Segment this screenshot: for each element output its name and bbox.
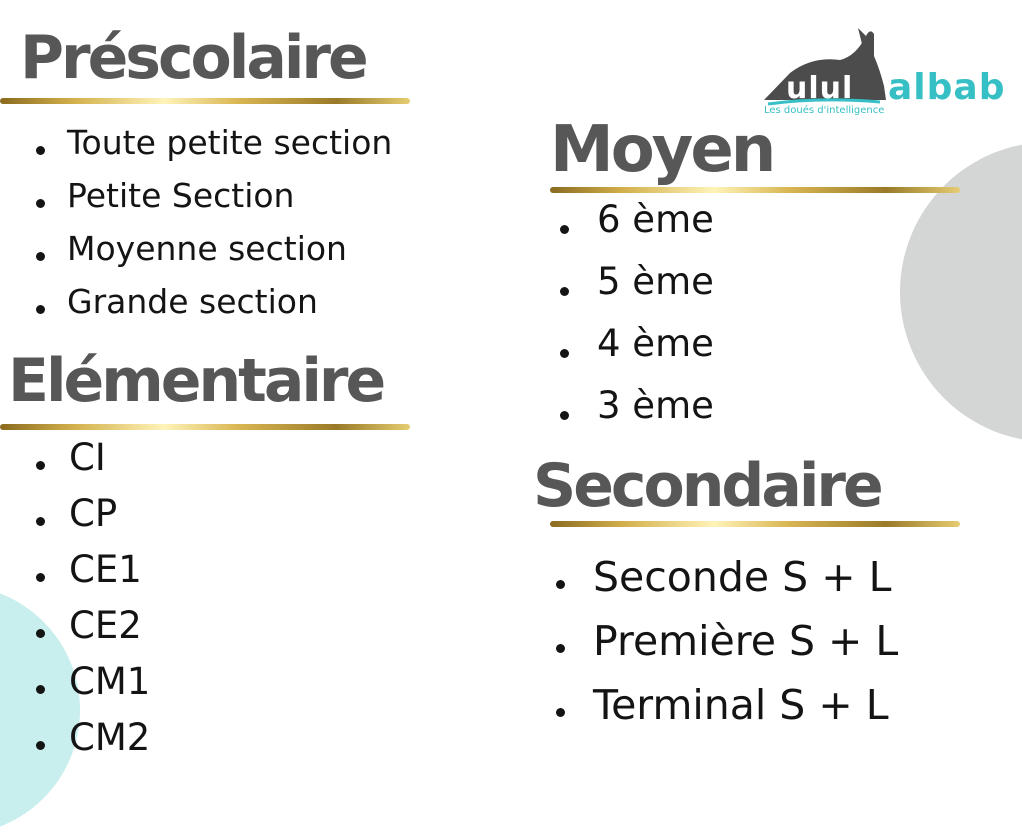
logo-mark-text: ulul xyxy=(786,71,854,106)
prescolaire-list xyxy=(36,123,392,335)
list-item: 3 ème xyxy=(560,384,714,446)
list-item: 5 ème xyxy=(560,260,714,322)
prescolaire-heading: Préscolaire xyxy=(20,23,366,93)
secondaire-list xyxy=(556,552,898,744)
list-item: CE2 xyxy=(36,605,150,661)
logo-tagline: Les doués d'intelligence xyxy=(764,105,885,116)
secondaire-gold-divider xyxy=(550,521,960,527)
list-item: Seconde S + L xyxy=(556,552,898,616)
list-item: Première S + L xyxy=(556,616,898,680)
moyen-heading: Moyen xyxy=(550,113,774,187)
list-item: Terminal S + L xyxy=(556,680,898,744)
list-item: CM1 xyxy=(36,661,150,717)
list-item: CP xyxy=(36,493,150,549)
list-item: CI xyxy=(36,437,150,493)
list-item: CE1 xyxy=(36,549,150,605)
list-item: Grande section xyxy=(36,282,392,335)
list-item: Toute petite section xyxy=(36,123,392,176)
elementaire-heading: Elémentaire xyxy=(8,346,384,416)
logo-name: albab xyxy=(888,67,1006,108)
list-item: Moyenne section xyxy=(36,229,392,282)
list-item: CM2 xyxy=(36,717,150,773)
secondaire-heading: Secondaire xyxy=(533,451,881,521)
prescolaire-gold-divider xyxy=(0,98,410,104)
moyen-list xyxy=(560,198,714,446)
list-item: 6 ème xyxy=(560,198,714,260)
elementaire-gold-divider xyxy=(0,424,410,430)
elementaire-list xyxy=(36,437,150,773)
list-item: Petite Section xyxy=(36,176,392,229)
list-item: 4 ème xyxy=(560,322,714,384)
moyen-gold-divider xyxy=(550,187,960,193)
